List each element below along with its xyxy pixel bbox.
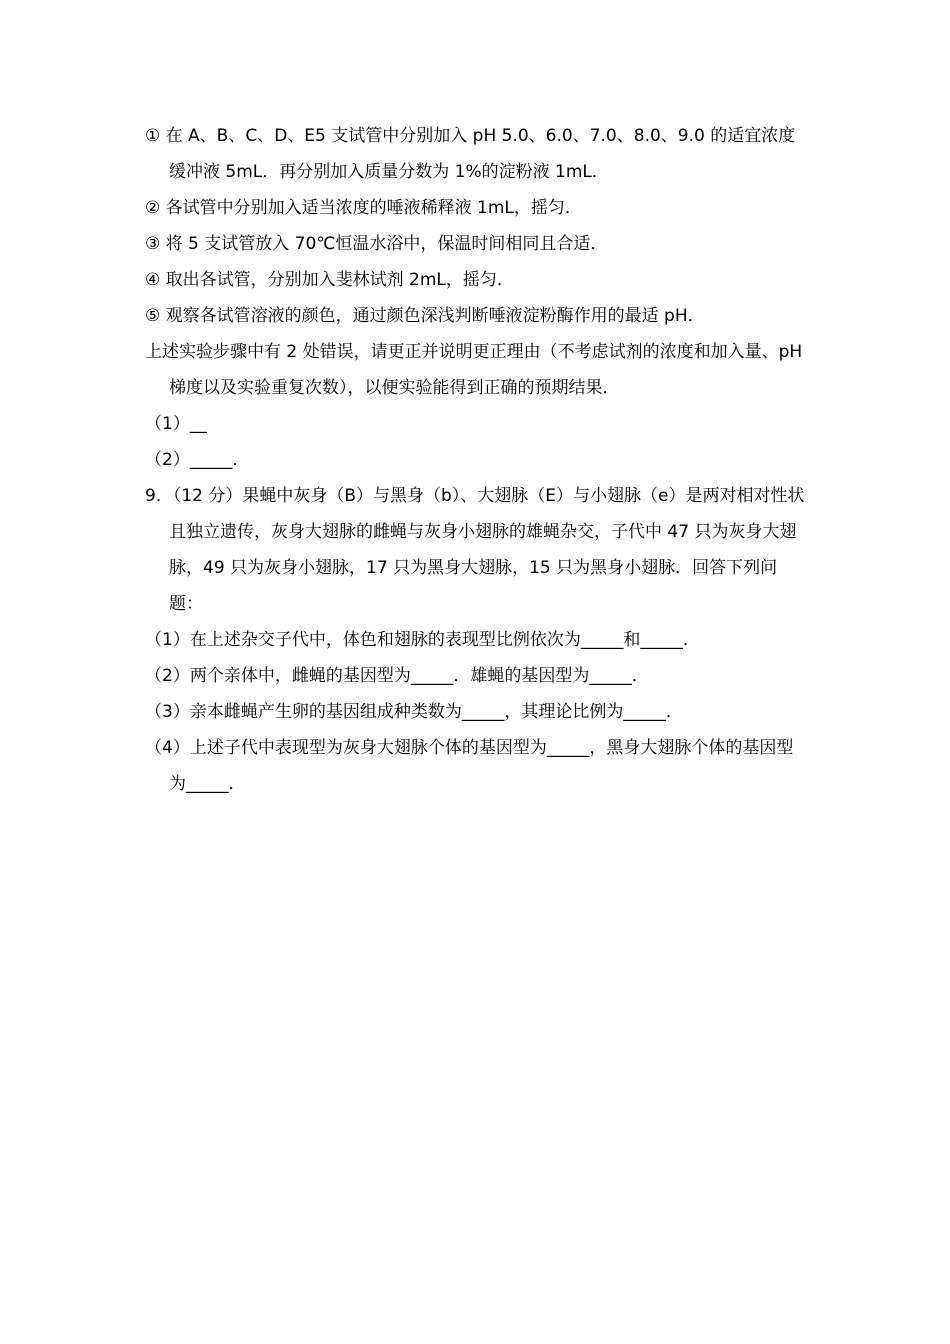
question-9-sub-4: （4）上述子代中表现型为灰身大翅脉个体的基因型为_____，黑身大翅脉个体的基因型为_____． <box>145 738 794 794</box>
document-body <box>145 118 810 802</box>
question-9-sub-1: （1）在上述杂交子代中，体色和翅脉的表现型比例依次为_____和_____． <box>145 630 700 650</box>
step-3: ③ 将 5 支试管放入 70℃恒温水浴中，保温时间相同且合适． <box>145 234 608 254</box>
answer-2: （2）_____． <box>145 450 250 470</box>
step-4: ④ 取出各试管，分别加入斐林试剂 2mL，摇匀． <box>145 270 514 290</box>
step-2: ② 各试管中分别加入适当浓度的唾液稀释液 1mL，摇匀． <box>145 198 582 218</box>
question-9-sub-3: （3）亲本雌蝇产生卵的基因组成种类数为_____，其理论比例为_____． <box>145 702 683 722</box>
answer-1: （1）__ <box>145 414 207 434</box>
step-5: ⑤ 观察各试管溶液的颜色，通过颜色深浅判断唾液淀粉酶作用的最适 pH． <box>145 306 705 326</box>
instruction-text: 上述实验步骤中有 2 处错误，请更正并说明更正理由（不考虑试剂的浓度和加入量、pH 梯度以及实验重复次数），以便实验能得到正确的预期结果． <box>145 342 803 398</box>
question-9-stem: 9．（12 分）果蝇中灰身（B）与黑身（b）、大翅脉（E）与小翅脉（e）是两对相对性状且独立遗传，灰身大翅脉的雌蝇与灰身小翅脉的雄蝇杂交，子代中 47 只为灰身大翅脉，49 只为灰身小翅脉，17 只为黑身大翅脉，15 只为黑身小翅脉．回答下列问题： <box>145 486 805 614</box>
step-1: ① 在 A、B、C、D、E5 支试管中分别加入 pH 5.0、6.0、7.0、8.0、9.0 的适宜浓度缓冲液 5mL．再分别加入质量分数为 1%的淀粉液 1mL． <box>145 126 796 182</box>
question-9-sub-2: （2）两个亲体中，雌蝇的基因型为_____．雄蝇的基因型为_____． <box>145 666 649 686</box>
